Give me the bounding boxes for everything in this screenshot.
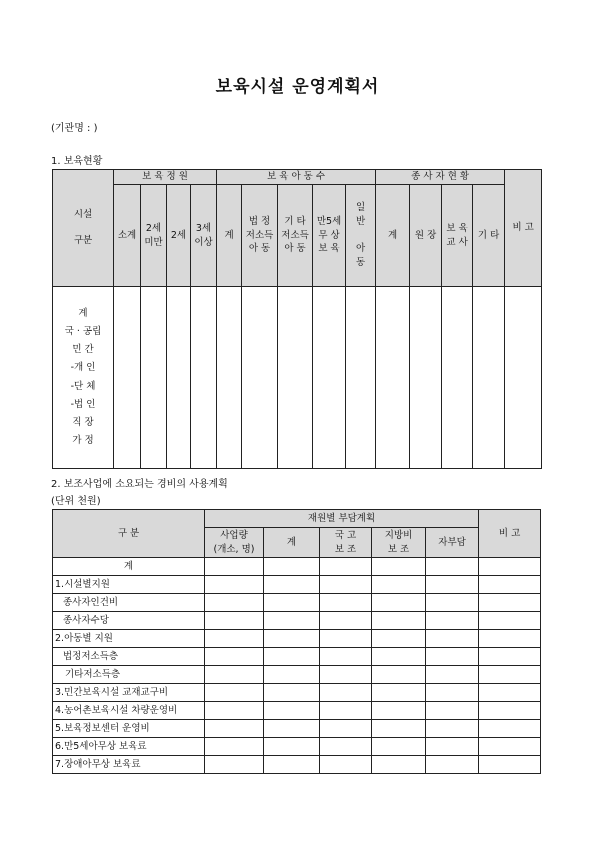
col-header: 원 장 — [410, 185, 442, 287]
row-label: -법 인 — [70, 398, 96, 410]
row-label: -개 인 — [70, 362, 96, 374]
row-label: 가 정 — [72, 435, 94, 447]
table-row — [53, 738, 541, 756]
col-header: 사업량 (개소, 명) — [205, 528, 264, 558]
data-cell — [141, 287, 167, 469]
remark-header: 비 고 — [505, 170, 542, 287]
col-header: 자부담 — [426, 528, 479, 558]
capacity-group-header: 보 육 정 원 — [114, 170, 217, 185]
row-label: 종사자수당 — [53, 612, 205, 630]
col-header: 2세 미만 — [141, 185, 167, 287]
childcare-status-table — [52, 169, 542, 469]
col-header: 보 육 교 사 — [442, 185, 473, 287]
data-cell — [217, 287, 242, 469]
funding-group-header: 재원별 부담계획 — [205, 510, 479, 528]
col-header: 소계 — [114, 185, 141, 287]
table-row — [53, 702, 541, 720]
data-cell — [313, 287, 346, 469]
col-header: 만5세 무 상 보 육 — [313, 185, 346, 287]
data-cell — [442, 287, 473, 469]
table-row — [53, 630, 541, 648]
data-cell — [473, 287, 505, 469]
col-header: 법 정 저소득 아 동 — [242, 185, 278, 287]
col-header: 기 타 — [473, 185, 505, 287]
col-header: 2세 — [167, 185, 191, 287]
table-row — [53, 684, 541, 702]
data-cell — [191, 287, 217, 469]
data-cell — [410, 287, 442, 469]
table-row — [53, 720, 541, 738]
data-cell — [114, 287, 141, 469]
row-label: 민 간 — [72, 344, 94, 356]
row-label: 계 — [53, 558, 205, 576]
table-row — [53, 666, 541, 684]
col-header: 일 반 아 동 — [346, 185, 376, 287]
data-cell — [346, 287, 376, 469]
remark-header: 비 고 — [479, 510, 541, 558]
data-cell — [376, 287, 410, 469]
section1-heading: 1. 보육현황 — [51, 156, 103, 167]
children-group-header: 보 육 아 동 수 — [217, 170, 376, 185]
row-label: 기타저소득층 — [53, 666, 205, 684]
row-label: 3.민간보육시설 교재교구비 — [53, 684, 205, 702]
facility-type-header — [53, 170, 114, 287]
table-row — [53, 594, 541, 612]
data-cell — [167, 287, 191, 469]
document-title: 보육시설 운영계획서 — [215, 77, 380, 97]
row-label: 2.아동별 지원 — [53, 630, 205, 648]
table-row — [53, 558, 541, 576]
row-label: -단 체 — [70, 380, 96, 392]
col-header: 3세 이상 — [191, 185, 217, 287]
col-header: 국 고 보 조 — [320, 528, 372, 558]
row-label: 1.시설별지원 — [53, 576, 205, 594]
row-label: 4.농어촌보육시설 차량운영비 — [53, 702, 205, 720]
data-cell — [242, 287, 278, 469]
row-label: 직 장 — [72, 416, 94, 428]
row-label: 5.보육정보센터 운영비 — [53, 720, 205, 738]
col-header: 기 타 저소득 아 동 — [278, 185, 313, 287]
header-line: 구분 — [73, 235, 93, 246]
row-label: 7.장애아무상 보육료 — [53, 756, 205, 774]
col-header: 계 — [264, 528, 320, 558]
category-header: 구 분 — [53, 510, 205, 558]
data-cell — [505, 287, 542, 469]
row-label: 법정저소득층 — [53, 648, 205, 666]
table-row — [53, 612, 541, 630]
row-label: 종사자인건비 — [53, 594, 205, 612]
unit-label: (단위 천원) — [51, 496, 101, 507]
table-row — [53, 648, 541, 666]
staff-group-header: 종 사 자 현 황 — [376, 170, 505, 185]
expense-plan-table — [52, 509, 541, 774]
table-row — [53, 576, 541, 594]
section2-heading: 2. 보조사업에 소요되는 경비의 사용계획 — [51, 479, 228, 490]
row-labels-cell — [53, 287, 114, 469]
header-line: 시설 — [73, 209, 93, 221]
col-header: 계 — [376, 185, 410, 287]
row-label: 계 — [78, 307, 88, 319]
row-label: 6.만5세아무상 보육료 — [53, 738, 205, 756]
table-row — [53, 756, 541, 774]
organization-name-line: (기관명 : ) — [51, 123, 98, 134]
row-label: 국 · 공립 — [64, 325, 102, 337]
col-header: 계 — [217, 185, 242, 287]
col-header: 지방비 보 조 — [372, 528, 426, 558]
data-cell — [278, 287, 313, 469]
